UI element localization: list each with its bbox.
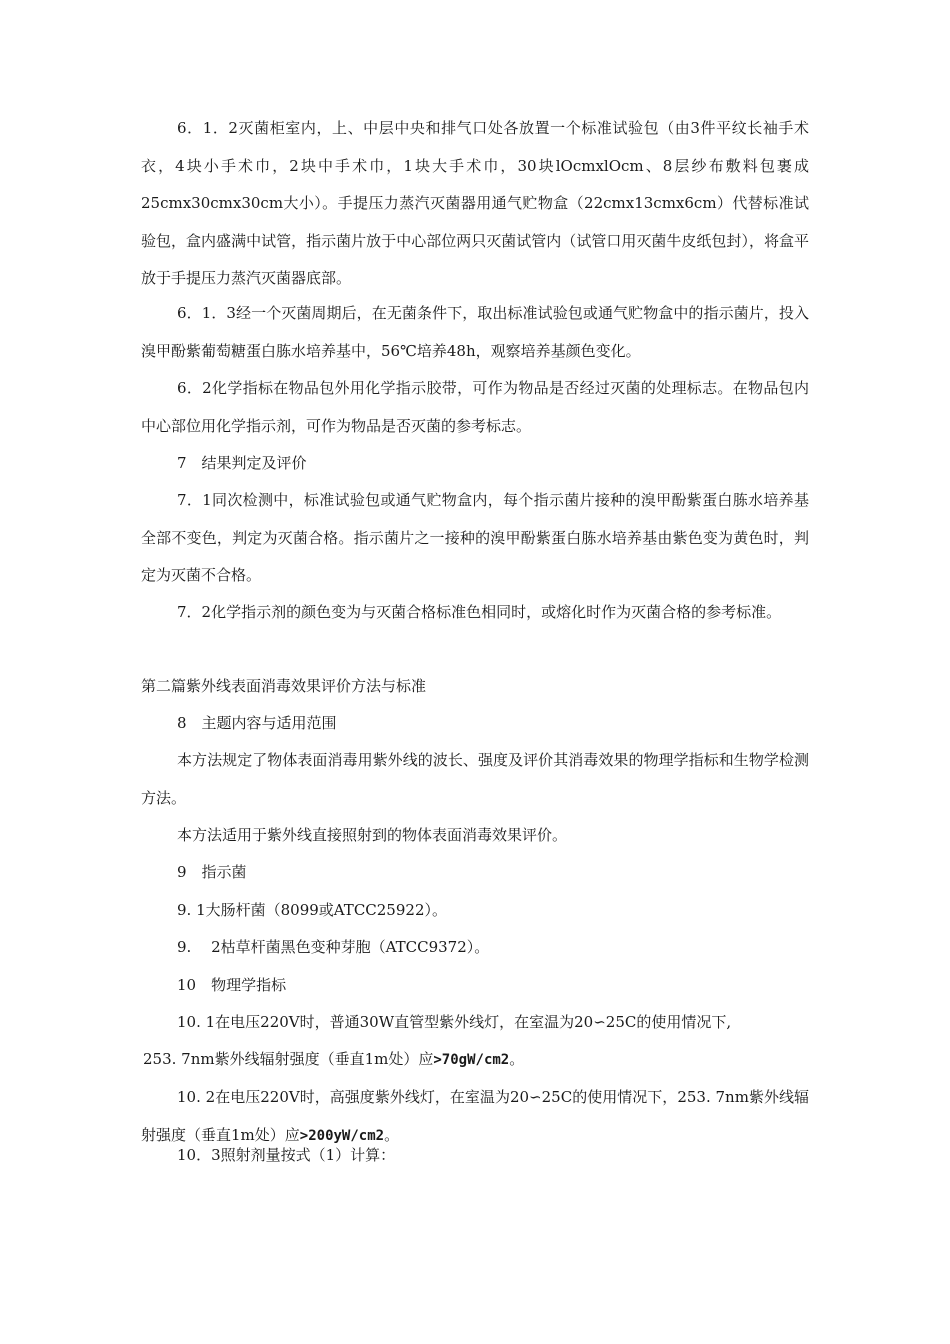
heading-9: 9 指示菌: [177, 863, 247, 881]
paragraph-10-1-text: 253. 7nm紫外线辐射强度（垂直1m处）应: [143, 1050, 434, 1068]
heading-10: 10 物理学指标: [177, 976, 287, 994]
paragraph-7-2: 7．2化学指示剂的颜色变为与灭菌合格标准色相同时，或熔化时作为灭菌合格的参考标准。: [177, 603, 782, 621]
paragraph-10-2-end: 。: [384, 1125, 400, 1144]
section-title-part-2: 第二篇紫外线表面消毒效果评价方法与标准: [141, 677, 427, 695]
paragraph-10-2-text: 10. 2在电压220V时，高强度紫外线灯，在室温为20∽25C的使用情况下，253. 7nm紫外线辐射强度（垂直1m处）应: [141, 1088, 809, 1144]
paragraph-10-1-line-1: 10. 1在电压220V时，普通30W直管型紫外线灯，在室温为20∽25C的使用情况下,: [177, 1013, 732, 1031]
heading-8: 8 主题内容与适用范围: [177, 714, 337, 732]
paragraph-6-2: 6．2化学指标在物品包外用化学指示胶带，可作为物品是否经过灭菌的处理标志。在物品包内中心部位用化学指示剂，可作为物品是否灭菌的参考标志。: [141, 379, 809, 435]
paragraph-6-1-2: 6．1．2灭菌柜室内，上、中层中央和排气口处各放置一个标准试验包（由3件平纹长袖手术衣，4块小手术巾，2块中手术巾，1块大手术巾，30块lOcmxlOcm、8层纱布敷料包裹成25cmx30cmx30cm大小）。手提压力蒸汽灭菌器用通气贮物盒（22cmx13cmx6cm）代替标准试验包，盒内盛满中试管，指示菌片放于中心部位两只灭菌试管内（试管口用灭菌牛皮纸包封），将盒平放于手提压力蒸汽灭菌器底部。: [141, 119, 809, 287]
paragraph-6-1-3: 6．1．3经一个灭菌周期后，在无菌条件下，取出标准试验包或通气贮物盒中的指示菌片，投入溴甲酚紫葡萄糖蛋白胨水培养基中，56℃培养48h，观察培养基颜色变化。: [141, 304, 809, 360]
heading-7: 7 结果判定及评价: [177, 454, 307, 472]
paragraph-9-1: 9. 1大肠杆菌（8099或ATCC25922）。: [177, 901, 447, 919]
paragraph-10-3: 10．3照射剂量按式（1）计算：: [177, 1146, 396, 1164]
paragraph-8-scope-1: 本方法规定了物体表面消毒用紫外线的波长、强度及评价其消毒效果的物理学指标和生物学检测方法。: [141, 751, 809, 807]
paragraph-10-1-line-2: [143, 1041, 811, 1080]
paragraph-7-1: 7．1同次检测中，标准试验包或通气贮物盒内，每个指示菌片接种的溴甲酚紫蛋白胨水培养基全部不变色，判定为灭菌合格。指示菌片之一接种的溴甲酚紫蛋白胨水培养基由紫色变为黄色时，判定为灭菌不合格。: [141, 491, 809, 584]
paragraph-8-scope-2: 本方法适用于紫外线直接照射到的物体表面消毒效果评价。: [177, 826, 568, 844]
paragraph-9-2: 9. 2枯草杆菌黑色变种芽胞（ATCC9372）。: [177, 938, 490, 956]
paragraph-10-1-value: >70gW/cm2: [433, 1052, 510, 1068]
paragraph-10-2-value: >200yW/cm2: [299, 1127, 385, 1144]
paragraph-10-1-end: 。: [509, 1050, 525, 1068]
